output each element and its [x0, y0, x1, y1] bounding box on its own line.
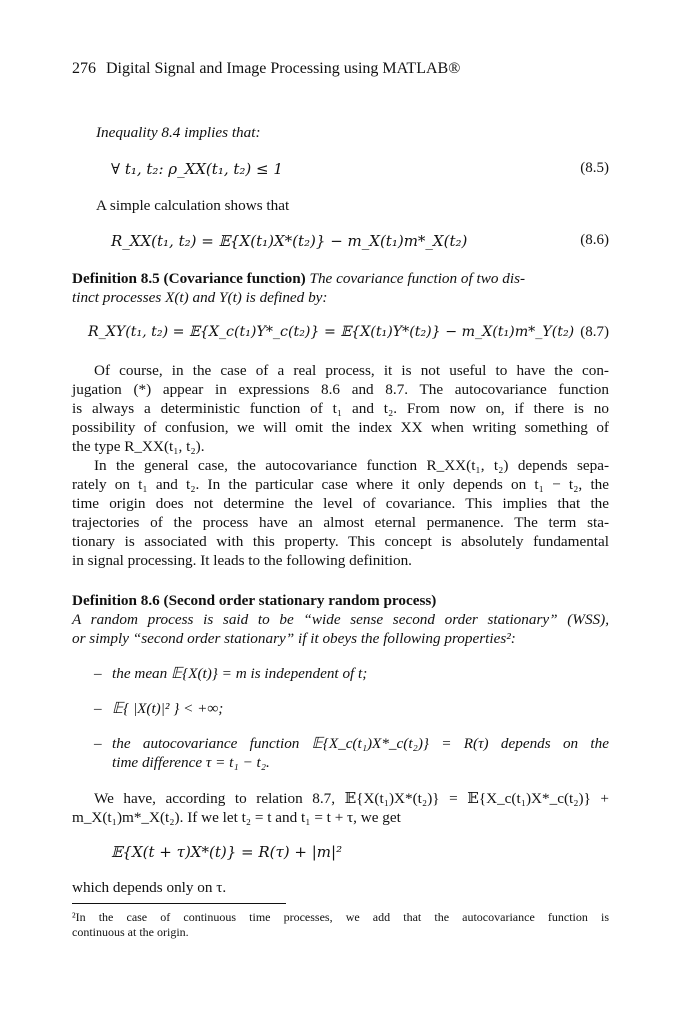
paragraph-1-line: the type R_XX(t₁, t₂). [72, 438, 205, 455]
definition-8-5-heading: Definition 8.5 (Covariance function) [72, 270, 306, 287]
equation-8-5: ∀ t₁, t₂: ρ_XX(t₁, t₂) ≤ 1 [111, 160, 283, 178]
footnote-rule [72, 903, 286, 904]
definition-8-5-line-1: The covariance function of two dis- [309, 270, 526, 287]
equation-number-8-5: (8.5) [580, 160, 609, 176]
paragraph-3-line: We have, according to relation 8.7, 𝔼{X(t₁)X*(t₂)} = 𝔼{X_c(t₁)X*_c(t₂)} + [94, 790, 609, 807]
paragraph-3-line: m_X(t₁)m*_X(t₂). If we let t₂ = t and t₁ = t + τ, we get [72, 809, 401, 826]
list-bullet: – [94, 665, 102, 682]
equation-final: 𝔼{X(t + τ)X*(t)} = R(τ) + |m|² [111, 843, 343, 861]
paragraph-2-line: rately on t₁ and t₂. In the particular case where it only depends on t₁ − t₂, the [72, 476, 609, 493]
running-title: Digital Signal and Image Processing using MATLAB® [106, 60, 461, 77]
paragraph-1-line: possibility of confusion, we will omit the index XX when writing something of [72, 419, 609, 436]
paragraph-1-line: Of course, in the case of a real process, it is not useful to have the con- [94, 362, 609, 379]
page-number: 276 [72, 60, 96, 77]
definition-8-6-heading: Definition 8.6 (Second order stationary random process) [72, 592, 437, 609]
definition-8-5-line-2: tinct processes X(t) and Y(t) is defined by: [72, 289, 328, 306]
paragraph-2-line: time origin does not determine the level of covariance. This implies that the [72, 495, 609, 512]
equation-8-6: R_XX(t₁, t₂) = 𝔼{X(t₁)X*(t₂)} − m_X(t₁)m*_X(t₂) [111, 232, 468, 250]
definition-8-6-line-2: or simply “second order stationary” if it obeys the following properties²: [72, 630, 516, 647]
calc-line: A simple calculation shows that [96, 197, 290, 214]
list-item: the autocovariance function 𝔼{X_c(t₁)X*_c(t₂)} = R(τ) depends on the [112, 735, 609, 752]
paragraph-2-line: in signal processing. It leads to the following definition. [72, 552, 412, 569]
definition-8-6-line-1: A random process is said to be “wide sense second order stationary” (WSS), [72, 611, 609, 628]
equation-number-8-7: (8.7) [580, 324, 609, 340]
equation-number-8-6: (8.6) [580, 232, 609, 248]
closing-line: which depends only on τ. [72, 879, 227, 896]
footnote-line: ²In the case of continuous time processes, we add that the autocovariance function is [72, 910, 609, 924]
list-bullet: – [94, 700, 102, 717]
footnote-line: continuous at the origin. [72, 925, 189, 939]
list-item: the mean 𝔼{X(t)} = m is independent of t; [112, 665, 368, 682]
paragraph-1-line: jugation (*) appear in expressions 8.6 and 8.7. The autocovariance function [72, 381, 609, 398]
paragraph-2-line: In the general case, the autocovariance function R_XX(t₁, t₂) depends sepa- [94, 457, 609, 474]
paragraph-1-line: is always a deterministic function of t₁ and t₂. From now on, if there is no [72, 400, 609, 417]
equation-8-7: R_XY(t₁, t₂) = 𝔼{X_c(t₁)Y*_c(t₂)} = 𝔼{X(t₁)Y*(t₂)} − m_X(t₁)m*_Y(t₂) [88, 324, 575, 340]
list-item-continuation: time difference τ = t₁ − t₂. [112, 754, 270, 771]
paragraph-2-line: tionary is associated with this property. This concept is absolutely fundamental [72, 533, 609, 550]
intro-line: Inequality 8.4 implies that: [96, 124, 261, 141]
definition-8-5 [72, 269, 610, 288]
list-bullet: – [94, 735, 102, 752]
list-item: 𝔼{ |X(t)|² } < +∞; [112, 700, 224, 717]
running-header [72, 59, 460, 78]
paragraph-2-line: trajectories of the process have an almost eternal permanence. The term sta- [72, 514, 609, 531]
